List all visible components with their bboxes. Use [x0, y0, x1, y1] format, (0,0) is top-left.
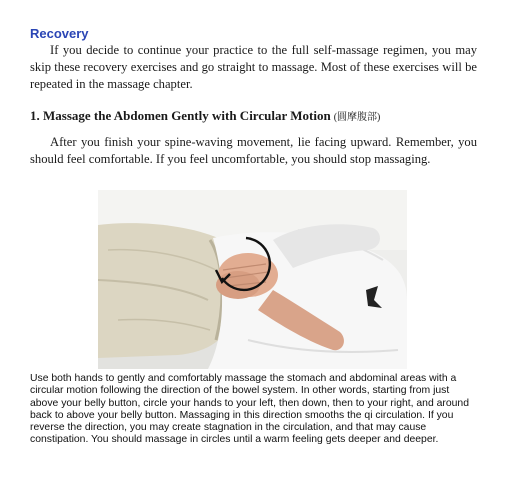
- exercise-title: [30, 108, 380, 124]
- section-heading: Recovery: [30, 26, 89, 41]
- figure-caption: Use both hands to gently and comfortably massage the stomach and abdominal areas with a circular motion following the direction of the bowel system. In other words, starting from just above your belly button, circle your hands to your left, then down, then to your right, and around back to above your belly button. Massaging in this direction smooths the qi circulation. If you reverse the direction, you may create stagnation in the circulation, and that may cause constipation. You should massage in circles until a warm feeling gets deeper and deeper.: [30, 373, 469, 446]
- massage-photo: [98, 190, 407, 369]
- intro-paragraph: If you decide to continue your practice to the full self-massage regimen, you may skip these recovery exercises and go straight to massage. Most of these exercises will be repeated in the massage chapter.: [30, 43, 477, 91]
- exercise-title-text: 1. Massage the Abdomen Gently with Circular Motion: [30, 108, 331, 123]
- exercise-paragraph: After you finish your spine-waving movement, lie facing upward. Remember, you should feel comfortable. If you feel uncomfortable, you should stop massaging.: [30, 135, 477, 166]
- exercise-title-cjk: (圓摩腹部): [333, 112, 381, 123]
